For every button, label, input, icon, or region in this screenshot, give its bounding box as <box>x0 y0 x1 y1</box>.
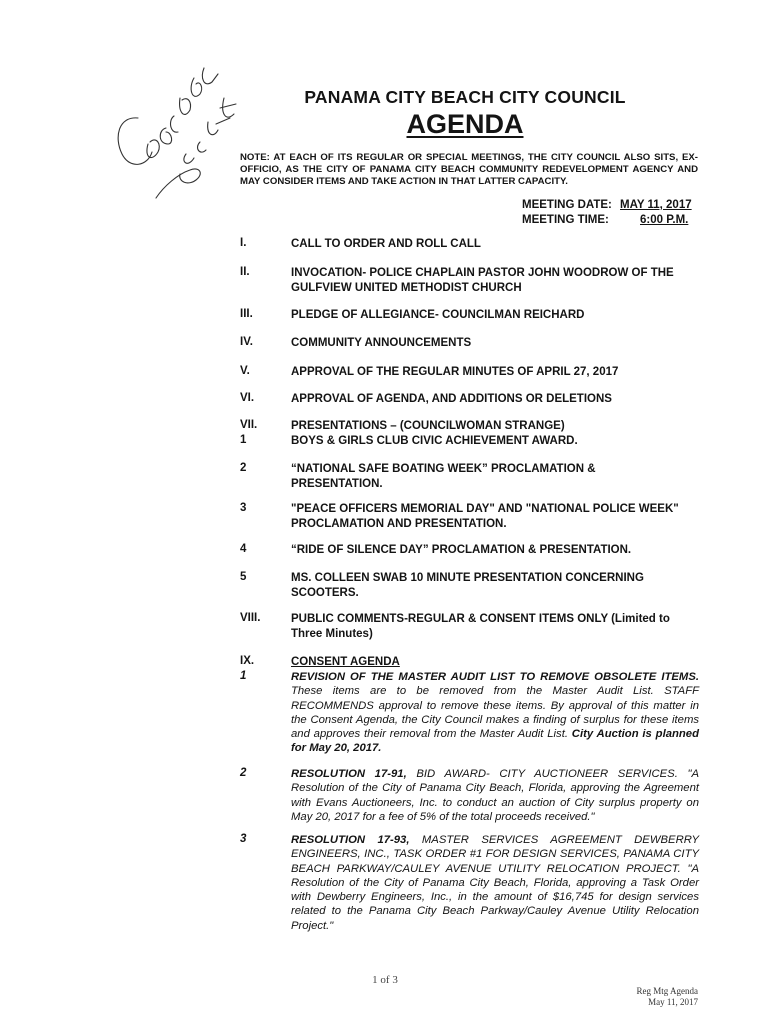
meeting-time-label: MEETING TIME: <box>522 214 609 226</box>
consent-item-body: BID AWARD- CITY AUCTIONEER SERVICES. "A Resolution of the City of Panama City Beach, Florida, approving the Agreement with Evans Auctioneers, Inc. to conduct an auction of City surplus property on May 20, 2017 for a fee of 5% of the total proceeds received." <box>291 768 700 823</box>
item-number: I. <box>240 237 247 249</box>
consent-item-body: These items are to be removed from the Master Audit List. STAFF RECOMMENDS approval to remove these items. By approval of this matter in the Consent Agenda, the City Council makes a finding of surplus for these items and approves their removal from the Master Audit List. <box>291 685 699 741</box>
consent-item-number: 2 <box>240 767 247 779</box>
stamp-line: May 11, 2017 <box>648 997 698 1007</box>
consent-item-lead: RESOLUTION 17-91, <box>291 768 407 780</box>
item-number: VIII. <box>240 612 261 624</box>
consent-item-body: MASTER SERVICES AGREEMENT DEWBERRY ENGINEERS, INC., TASK ORDER #1 FOR DESIGN SERVICES, PANAMA CITY BEACH PARKWAY/CAULEY AVENUE UTILITY RELOCATION PROJECT. "A Resolution of the City of Panama City Beach, Florida, approving a Task Order with Dewberry Engineers, Inc., in the amount of $16,745 for design services related to the Panama City Beach Parkway/Cauley Avenue Utility Relocation Project." <box>291 834 700 932</box>
public-comments-text: PUBLIC COMMENTS-REGULAR & CONSENT ITEMS ONLY (Limited to Three Minutes) <box>291 613 670 640</box>
consent-item-3 <box>291 833 699 933</box>
agenda-item-text: CALL TO ORDER AND ROLL CALL <box>291 238 481 250</box>
presentation-text: “NATIONAL SAFE BOATING WEEK” PROCLAMATION & PRESENTATION. <box>291 463 596 490</box>
item-number: II. <box>240 266 250 278</box>
footer-stamp <box>600 986 698 1008</box>
agenda-item-text: APPROVAL OF AGENDA, AND ADDITIONS OR DELETIONS <box>291 393 612 405</box>
capacity-note: NOTE: AT EACH OF ITS REGULAR OR SPECIAL MEETINGS, THE CITY COUNCIL ALSO SITS, EX-OFFICIO, AS THE CITY OF PANAMA CITY BEACH COMMUNITY REDEVELOPMENT AGENCY AND MAY CONSIDER ITEMS AND TAKE ACTION IN THAT LATTER CAPACITY. <box>240 152 698 187</box>
meeting-date-row <box>522 198 692 213</box>
item-number: IV. <box>240 336 254 348</box>
auction-date-note: City Auction is planned for May 20, 2017. <box>291 728 699 755</box>
item-number: V. <box>240 365 250 377</box>
page-number: 1 of 3 <box>372 974 398 986</box>
stamp-line: Reg Mtg Agenda <box>636 986 698 996</box>
agenda-item-text: INVOCATION- POLICE CHAPLAIN PASTOR JOHN WOODROW OF THE GULFVIEW UNITED METHODIST CHURCH <box>291 267 674 294</box>
agenda-item-text: PLEDGE OF ALLEGIANCE- COUNCILMAN REICHARD <box>291 309 585 321</box>
consent-item-number: 1 <box>240 670 247 682</box>
meeting-time-value: 6:00 P.M. <box>640 214 689 226</box>
presentation-text: MS. COLLEEN SWAB 10 MINUTE PRESENTATION CONCERNING SCOOTERS. <box>291 572 644 599</box>
presentation-number: 5 <box>240 571 247 583</box>
consent-item-lead: REVISION OF THE MASTER AUDIT LIST TO REMOVE OBSOLETE ITEMS. <box>291 671 699 683</box>
meeting-date-label: MEETING DATE: <box>522 199 612 211</box>
consent-item-number: 3 <box>240 833 247 845</box>
agenda-heading: AGENDA <box>406 109 524 139</box>
presentation-text: “RIDE OF SILENCE DAY” PROCLAMATION & PRESENTATION. <box>291 544 632 556</box>
presentation-text: "PEACE OFFICERS MEMORIAL DAY" AND "NATIONAL POLICE WEEK" PROCLAMATION AND PRESENTATION. <box>291 503 679 530</box>
meeting-time-row <box>522 213 688 228</box>
presentation-number: 4 <box>240 543 247 555</box>
consent-item-2 <box>291 767 699 824</box>
presentation-number: 2 <box>240 462 247 474</box>
council-title: PANAMA CITY BEACH CITY COUNCIL <box>304 87 626 107</box>
presentation-number: 3 <box>240 502 247 514</box>
consent-item-1 <box>291 670 699 756</box>
presentation-text: BOYS & GIRLS CLUB CIVIC ACHIEVEMENT AWARD. <box>291 435 578 447</box>
presentation-number: 1 <box>240 434 247 446</box>
item-number: IX. <box>240 655 255 667</box>
consent-item-lead: RESOLUTION 17-93, <box>291 834 410 846</box>
agenda-item-text: APPROVAL OF THE REGULAR MINUTES OF APRIL 27, 2017 <box>291 366 619 378</box>
meeting-date-value: MAY 11, 2017 <box>620 199 692 211</box>
item-number: VI. <box>240 392 255 404</box>
item-number: III. <box>240 308 253 320</box>
handwritten-annotation <box>108 58 258 238</box>
agenda-item-text: PRESENTATIONS – (COUNCILWOMAN STRANGE) <box>291 420 565 432</box>
item-number: VII. <box>240 419 258 431</box>
agenda-item-text: COMMUNITY ANNOUNCEMENTS <box>291 337 472 349</box>
consent-agenda-heading: CONSENT AGENDA <box>291 656 400 668</box>
